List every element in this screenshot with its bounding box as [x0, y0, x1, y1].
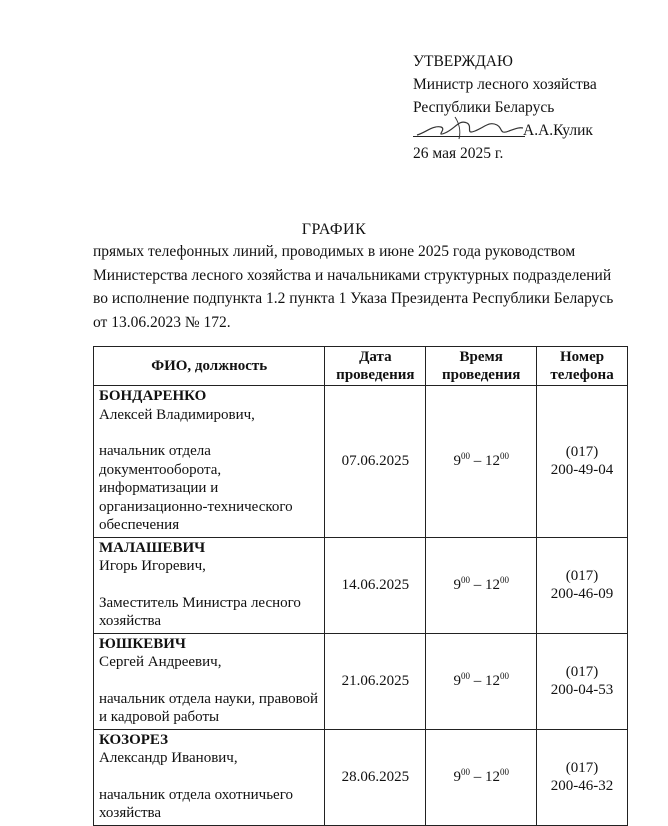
date-cell: 28.06.2025 [325, 729, 426, 825]
position: Заместитель Министра лесного хозяйства [99, 594, 301, 629]
document-title: ГРАФИК [301, 221, 367, 238]
approval-heading: УТВЕРЖДАЮ [413, 53, 513, 70]
phone-cell: (017) 200-46-32 [537, 729, 628, 825]
time-cell: $9^{00} - 12^{00}$ [426, 386, 537, 538]
intro-line: прямых телефонных линий, проводимых в июне 2025 года руководством [93, 243, 576, 260]
header-phone: Номер телефона [537, 347, 628, 386]
approval-country: Республики Беларусь [413, 99, 555, 116]
header-fio: ФИО, должность [94, 347, 325, 386]
given-name: Алексей Владимирович, [99, 406, 255, 423]
surname: ЮШКЕВИЧ [99, 635, 186, 652]
table-row [94, 633, 628, 729]
position: начальник отдела науки, правовой и кадровой работы [99, 690, 319, 725]
intro-line: Министерства лесного хозяйства и начальниками структурных подразделений [93, 266, 612, 284]
phone-cell: (017) 200-46-09 [537, 537, 628, 633]
header-time: Время проведения [426, 347, 537, 386]
table-row [94, 386, 628, 538]
time-cell: $9^{00} - 12^{00}$ [426, 537, 537, 633]
phone-cell: (017) 200-49-04 [537, 386, 628, 538]
intro-line: во исполнение подпункта 1.2 пункта 1 Указа Президента Республики Беларусь [93, 290, 614, 307]
position: начальник отдела документооборота, информатизации и организационно-технического обеспечения [99, 443, 293, 533]
table-row [94, 537, 628, 633]
date-cell: 07.06.2025 [325, 386, 426, 538]
given-name: Игорь Игоревич, [99, 558, 206, 574]
intro-text [93, 240, 627, 334]
phone-cell: (017) 200-04-53 [537, 633, 628, 729]
fio-cell [94, 633, 325, 729]
fio-cell [94, 537, 325, 633]
given-name: Александр Иванович, [99, 750, 238, 766]
table-header-row [94, 347, 628, 386]
fio-cell [94, 729, 325, 825]
surname: МАЛАШЕВИЧ [99, 539, 206, 556]
surname: БОНДАРЕНКО [99, 388, 207, 404]
date-cell: 14.06.2025 [325, 537, 426, 633]
fio-cell [94, 386, 325, 538]
handwritten-signature [415, 113, 525, 143]
time-cell: $9^{00} - 12^{00}$ [426, 729, 537, 825]
schedule-table [93, 346, 628, 826]
date-cell: 21.06.2025 [325, 633, 426, 729]
surname: КОЗОРЕЗ [99, 731, 169, 748]
given-name: Сергей Андреевич, [99, 654, 222, 670]
approval-position: Министр лесного хозяйства [413, 76, 597, 93]
time-cell: $9^{00} - 12^{00}$ [426, 633, 537, 729]
approval-block [413, 50, 653, 165]
position: начальник отдела охотничьего хозяйства [99, 786, 293, 821]
signer-name: А.А.Кулик [523, 122, 593, 139]
intro-line: от 13.06.2023 № 172. [93, 313, 231, 331]
table-row [94, 729, 628, 825]
signature-row [413, 119, 653, 142]
approval-date: 26 мая 2025 г. [413, 145, 504, 162]
header-date: Дата проведения [325, 347, 426, 386]
